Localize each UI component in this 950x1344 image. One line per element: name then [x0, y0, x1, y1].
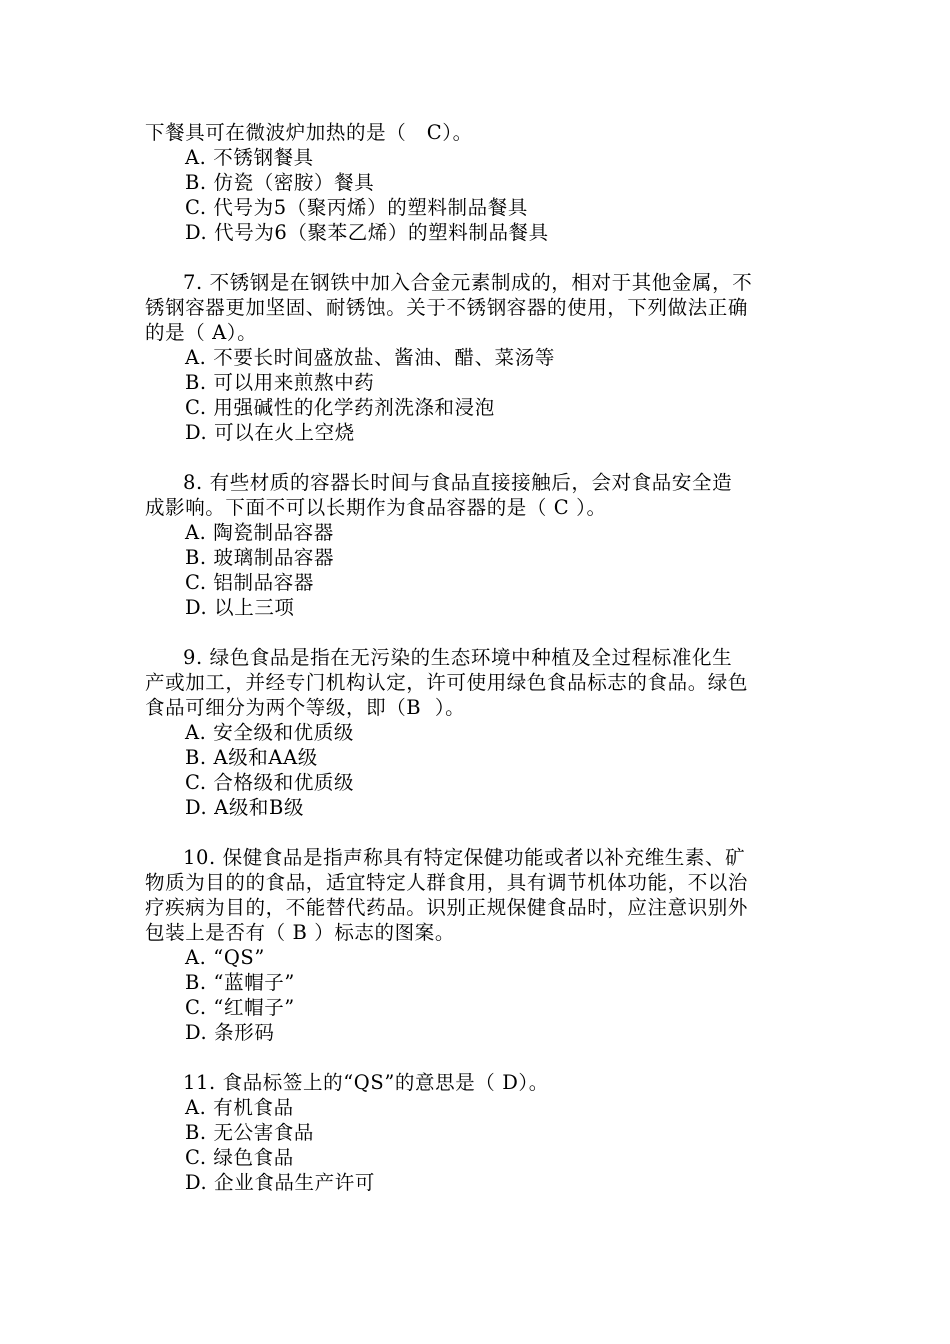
question-text: 11. 食品标签上的“QS”的意思是（ D）。: [183, 1071, 549, 1094]
spacer: [145, 445, 810, 470]
option-d: D. 以上三项: [185, 596, 295, 619]
question-text: 下餐具可在微波炉加热的是（ C）。: [145, 121, 473, 144]
question-text: 的是（ A）。: [145, 321, 258, 344]
question-text: 10. 保健食品是指声称具有特定保健功能或者以补充维生素、矿: [183, 846, 746, 869]
question-text: 疗疾病为目的，不能替代药品。识别正规保健食品时，应注意识别外: [145, 896, 749, 919]
question-text: 食品可细分为两个等级，即（B ）。: [145, 696, 466, 719]
option-c: C. 绿色食品: [185, 1146, 294, 1169]
question-text: 产或加工，并经专门机构认定，许可使用绿色食品标志的食品。绿色: [145, 671, 749, 694]
spacer: [145, 620, 810, 645]
question-text: 物质为目的的食品，适宜特定人群食用，具有调节机体功能，不以治: [145, 871, 749, 894]
question-text: 7. 不锈钢是在钢铁中加入合金元素制成的，相对于其他金属，不: [183, 271, 753, 294]
question-text: 包装上是否有（ B ）标志的图案。: [145, 921, 455, 944]
question-11: [145, 1070, 810, 1195]
option-c: C. “红帽子”: [185, 996, 295, 1019]
question-7: [145, 270, 810, 445]
option-a: A. 有机食品: [185, 1096, 294, 1119]
option-d: D. 可以在火上空烧: [185, 421, 355, 444]
option-b: B. A级和AA级: [185, 746, 318, 769]
question-text: 锈钢容器更加坚固、耐锈蚀。关于不锈钢容器的使用，下列做法正确: [145, 296, 749, 319]
option-d: D. 企业食品生产许可: [185, 1171, 375, 1194]
question-10: [145, 845, 810, 1045]
question-text: 成影响。下面不可以长期作为食品容器的是（ C ）。: [145, 496, 607, 519]
option-c: C. 铝制品容器: [185, 571, 314, 594]
option-b: B. 无公害食品: [185, 1121, 315, 1144]
option-c: C. 用强碱性的化学药剂洗涤和浸泡: [185, 396, 495, 419]
question-text: 9. 绿色食品是指在无污染的生态环境中种植及全过程标准化生: [183, 646, 733, 669]
option-c: C. 合格级和优质级: [185, 771, 355, 794]
document-page: [145, 120, 810, 1195]
option-b: B. 仿瓷（密胺）餐具: [185, 171, 375, 194]
option-a: A. “QS”: [185, 946, 265, 969]
question-6: [145, 120, 810, 245]
spacer: [145, 245, 810, 270]
question-8: [145, 470, 810, 620]
option-a: A. 不要长时间盛放盐、酱油、醋、菜汤等: [185, 346, 555, 369]
option-d: D. A级和B级: [185, 796, 305, 819]
question-9: [145, 645, 810, 820]
spacer: [145, 820, 810, 845]
option-d: D. 条形码: [185, 1021, 275, 1044]
option-b: B. 可以用来煎熬中药: [185, 371, 375, 394]
option-a: A. 陶瓷制品容器: [185, 521, 334, 544]
option-a: A. 安全级和优质级: [185, 721, 354, 744]
spacer: [145, 1045, 810, 1070]
option-d: D. 代号为6（聚苯乙烯）的塑料制品餐具: [185, 221, 549, 244]
option-c: C. 代号为5（聚丙烯）的塑料制品餐具: [185, 196, 528, 219]
option-b: B. “蓝帽子”: [185, 971, 295, 994]
option-b: B. 玻璃制品容器: [185, 546, 335, 569]
question-text: 8. 有些材质的容器长时间与食品直接接触后，会对食品安全造: [183, 471, 733, 494]
option-a: A. 不锈钢餐具: [185, 146, 314, 169]
